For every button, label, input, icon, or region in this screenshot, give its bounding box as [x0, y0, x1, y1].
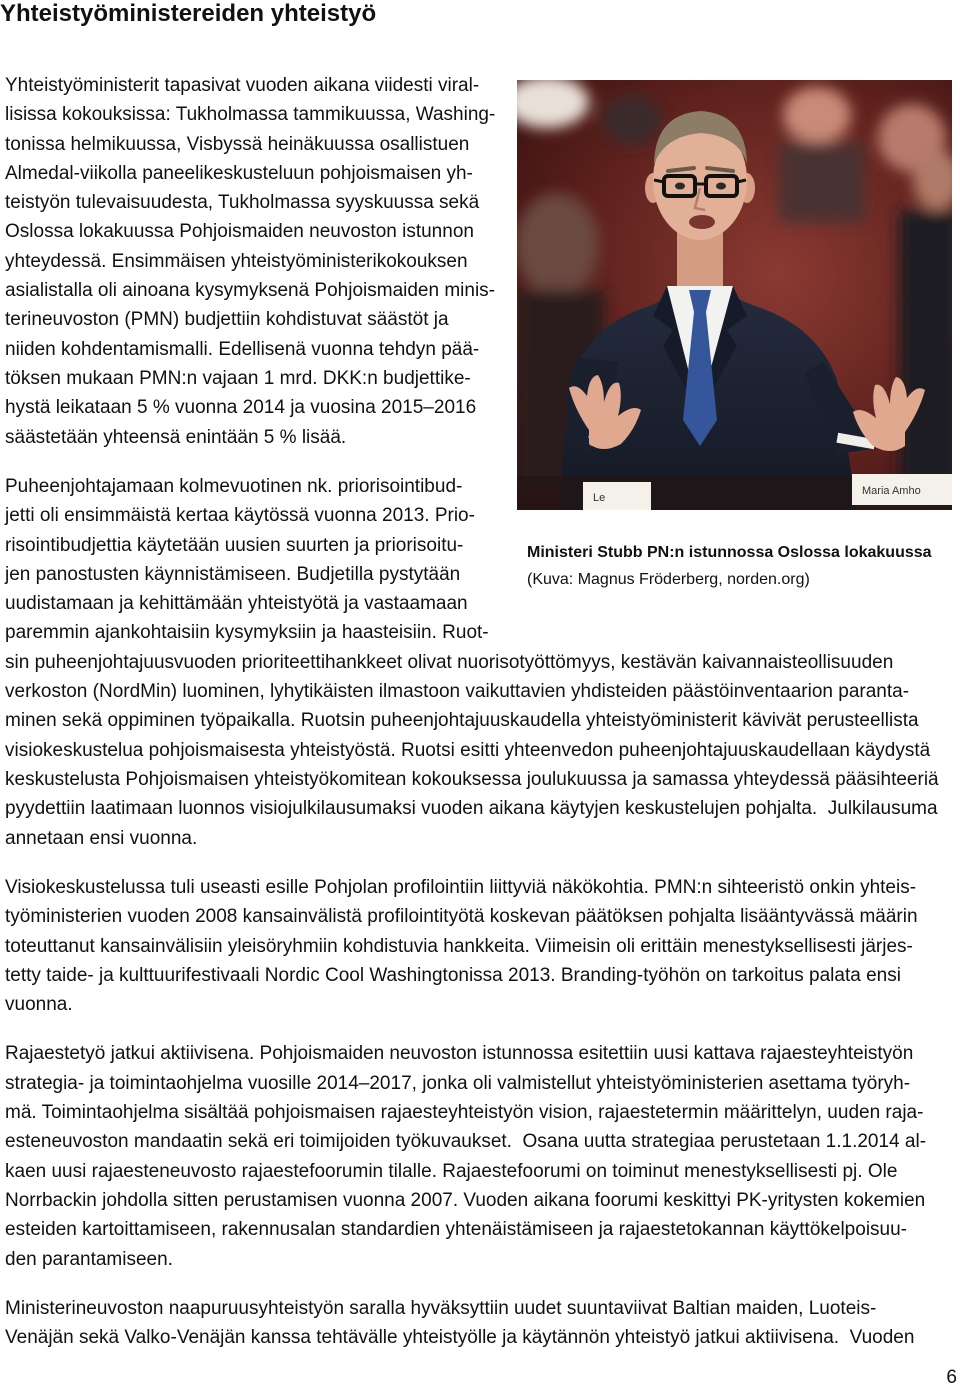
- paragraph-priority-budget: [5, 472, 955, 853]
- text-line: tetty taide- ja kulttuurifestivaali Nordic Cool Washingtonissa 2013. Branding-työhön on tarkoitus palata ensi: [5, 964, 901, 986]
- text-line: niiden kohdentamismalli. Edellisenä vuonna tehdyn pää-: [5, 338, 480, 360]
- text-line: strategia- ja toimintaohjelma vuosille 2014–2017, jonka oli valmistellut yhteistyöministerien asettama työryh-: [5, 1072, 911, 1094]
- placard-right: [852, 474, 952, 505]
- page-title: Yhteistyöministereiden yhteistyö: [0, 0, 377, 27]
- text-line: annetaan ensi vuonna.: [5, 827, 198, 849]
- paragraph-profiling: [5, 873, 955, 1019]
- text-line: visiokeskustelua pohjoismaisesta yhteistyöstä. Ruotsi esitti yhteenvedon puheenjohtajuuskaudellaan käydystä: [5, 739, 931, 761]
- placard-left: [583, 482, 651, 510]
- text-line: den parantamiseen.: [5, 1248, 173, 1270]
- text-line: Norrbackin johdolla sitten perustamisen vuonna 2007. Vuoden aikana foorumi keskittyi PK-yritysten kokemien: [5, 1189, 926, 1211]
- text-line: sin puheenjohtajuusvuoden prioriteettihankkeet olivat nuorisotyöttömyys, kestävän kaivannaisteollisuuden: [5, 651, 894, 673]
- eye-right: [716, 183, 726, 190]
- minister-photo: [517, 80, 952, 510]
- text-line: vuonna.: [5, 994, 73, 1016]
- text-line: kaen uusi rajaesteneuvosto rajaestefoorumin tilalle. Rajaestefoorumi on toiminut menestyksellisesti pj. Ole: [5, 1160, 898, 1182]
- mouth: [689, 215, 715, 229]
- text-line: pyydettiin laatimaan luonnos visiojulkilausumaksi vuoden aikana käytyjen keskustelujen pohjalta. Julkilausuma: [5, 798, 938, 820]
- text-line: uudistamaan ja kehittämään yhteistyötä ja vastaamaan: [5, 593, 468, 615]
- text-line: Venäjän sekä Valko-Venäjän kanssa tehtävälle yhteistyölle ja käytännön yhteistyö jatkui aktiivisena. Vuoden: [5, 1327, 915, 1349]
- caption-title: Ministeri Stubb PN:n istunnossa Oslossa lokakuussa: [527, 544, 932, 561]
- text-line: Ministerineuvoston naapuruusyhteistyön saralla hyväksyttiin uudet suuntaviivat Baltian maiden, Luoteis-: [5, 1297, 877, 1319]
- placard-left-label: Le: [593, 492, 606, 504]
- photo-illustration: [517, 80, 952, 510]
- text-line: paremmin ajankohtaisiin kysymyksiin ja haasteisiin. Ruot-: [5, 622, 489, 644]
- text-line: asialistalla oli ainoana kysymyksenä Pohjoismaiden minis-: [5, 280, 496, 302]
- text-line: esteneuvoston mandaatin sekä eri toimijoiden työkuvaukset. Osana uutta strategiaa perustetaan 1.1.2014 al-: [5, 1131, 927, 1153]
- text-line: esteiden kartoittamiseen, rakennusalan standardien yhtenäistämiseen ja rajaestetokannan käyttökelpoisuu-: [5, 1219, 907, 1241]
- text-line: teistyön tulevaisuudesta, Tukholmassa syyskuussa sekä: [5, 192, 480, 214]
- text-line: jen panostusten käynnistämiseen. Budjetilla pystytään: [5, 563, 461, 585]
- text-line: lisissa kokouksissa: Tukholmassa tammikuussa, Washing-: [5, 104, 496, 126]
- text-line: minen sekä oppiminen työpaikalla. Ruotsin puheenjohtajuuskaudella yhteistyöministerit kävivät perusteellista: [5, 710, 919, 732]
- text-line: terineuvoston (PMN) budjettiin kohdistuvat säästöt ja: [5, 309, 449, 331]
- page-number: 6: [946, 1367, 957, 1388]
- text-line: yhteydessä. Ensimmäisen yhteistyöministerikokouksen: [5, 250, 468, 272]
- paragraph-neighbourhood: [5, 1294, 955, 1353]
- caption-credit: (Kuva: Magnus Fröderberg, norden.org): [527, 571, 810, 588]
- text-line: jetti oli ensimmäistä kertaa käytössä vuonna 2013. Prio-: [5, 505, 475, 527]
- text-line: Puheenjohtajamaan kolmevuotinen nk. priorisointibud-: [5, 475, 463, 497]
- text-line: tonissa helmikuussa, Visbyssä heinäkuussa osallistuen: [5, 133, 470, 155]
- text-line: toteuttanut kansainvälisiin yleisöryhmiin kohdistuvia hankkeita. Viimeisin oli erittäin menestyksellisesti järjes-: [5, 935, 913, 957]
- placard-right-label: Maria Amho: [862, 485, 921, 497]
- text-line: hystä leikataan 5 % vuonna 2014 ja vuosina 2015–2016: [5, 397, 477, 419]
- eye-left: [675, 183, 685, 190]
- text-line: risointibudjettia käytetään uusien suurten ja priorisoitu-: [5, 534, 464, 556]
- text-line: verkoston (NordMin) luominen, lyhytikäisten ilmastoon vaikuttavien yhdisteiden päästöinventaarion paranta-: [5, 681, 910, 703]
- photo-caption: [527, 539, 932, 593]
- paragraph-border-barriers: [5, 1039, 955, 1273]
- text-line: mä. Toimintaohjelma sisältää pohjoismaisen rajaesteyhteistyön vision, rajaestetermin määrittelyn, uuden raja-: [5, 1102, 924, 1124]
- text-line: Visiokeskustelussa tuli useasti esille Pohjolan profilointiin liittyviä näkökohtia. PMN:n sihteeristö onkin yhteis-: [5, 876, 917, 898]
- text-line: säästetään yhteensä enintään 5 % lisää.: [5, 426, 347, 448]
- text-line: keskustelusta Pohjoismaisen yhteistyökomitean kokouksessa joulukuussa ja samassa yhteydessä pääsihteeriä: [5, 768, 939, 790]
- text-line: töksen mukaan PMN:n vajaan 1 mrd. DKK:n budjettike-: [5, 367, 471, 389]
- text-line: Yhteistyöministerit tapasivat vuoden aikana viidesti viral-: [5, 75, 480, 96]
- text-line: Almedal-viikolla paneelikeskusteluun pohjoismaisen yh-: [5, 162, 473, 184]
- text-line: Rajaestetyö jatkui aktiivisena. Pohjoismaiden neuvoston istunnossa esitettiin uusi kattava rajaesteyhteistyön: [5, 1043, 914, 1065]
- text-line: Oslossa lokakuussa Pohjoismaiden neuvoston istunnon: [5, 221, 474, 243]
- text-line: työministerien vuoden 2008 kansainvälistä profilointityötä koskevan päätöksen pohjalta lisääntyvässä määrin: [5, 906, 918, 928]
